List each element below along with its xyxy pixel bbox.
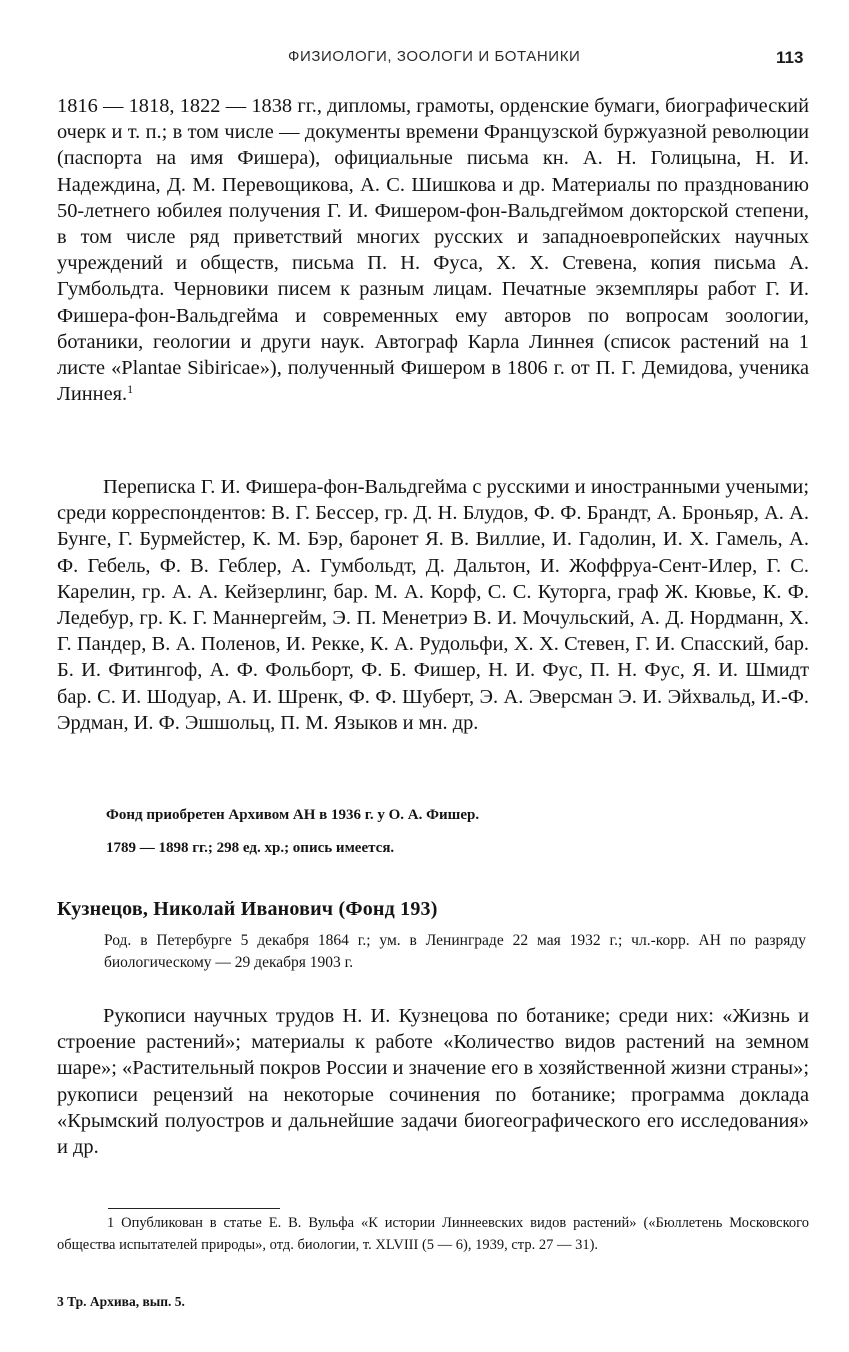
fisher-acquisition-note: Фонд приобретен Архивом АН в 1936 г. у О. А. Фишер. [106,807,480,823]
kuznetsov-entry-title: Кузнецов, Николай Иванович (Фонд 193) [57,898,438,920]
fisher-extent-note: 1789 — 1898 гг.; 298 ед. хр.; опись имеется. [106,840,395,856]
kuznetsov-paragraph: Рукописи научных трудов Н. И. Кузнецова по ботанике; среди них: «Жизнь и строение растений»; материалы к работе «Количество видов растений на земном шаре»; «Растительный покров России и значение его в хозяйственной жизни страны»; рукописи рецензий на некоторые сочинения по ботанике; программа доклада «Крымский полуостров и дальнейшие задачи биогеографического его исследования» и др. [57,1005,809,1159]
footnote-marker: 1 [107,1215,115,1231]
footnote-divider [108,1208,280,1209]
running-head: ФИЗИОЛОГИ, ЗООЛОГИ И БОТАНИКИ [288,48,581,65]
fisher-paragraph-1-text: 1816 — 1818, 1822 — 1838 гг., дипломы, грамоты, орденские бумаги, биографический очерк и т. п.; в том числе — документы времени Французской буржуазной революции (паспорта на имя Фишера), официальные письма кн. А. Н. Голицына, Н. И. Надеждина, Д. М. Перевощикова, А. С. Шишкова и др. Материалы по празднованию 50-летнего юбилея получения Г. И. Фишером-фон-Вальдгеймом докторской степени, в том числе ряд приветствий многих русских и западноевропейских научных учреждений и обществ, письма П. Н. Фуса, Х. Х. Стевена, копия письма А. Гумбольдта. Черновики писем к разным лицам. Печатные экземпляры работ Г. И. Фишера-фон-Вальдгейма и современных ему авторов по вопросам зоологии, ботаники, геологии и други наук. Автограф Карла Линнея (список растений на 1 листе «Plantae Sibiricae»), полученный Фишером в 1806 г. от П. Г. Демидова, ученика Линнея. [57,95,809,406]
signature-mark: 3 Тр. Архива, вып. 5. [57,1294,185,1309]
page-number: 113 [776,48,804,67]
footnote-text: Опубликован в статье Е. В. Вульфа «К истории Линнеевских видов растений» («Бюллетень Московского общества испытателей природы», отд. биологии, т. XLVIII (5 — 6), 1939, стр. 27 — 31). [57,1215,809,1253]
kuznetsov-bio: Род. в Петербурге 5 декабря 1864 г.; ум. в Ленинграде 22 мая 1932 г.; чл.-корр. АН по разряду биологическому — 29 декабря 1903 г. [104,932,806,971]
footnote-reference: 1 [127,382,134,397]
fisher-correspondence-paragraph: Переписка Г. И. Фишера-фон-Вальдгейма с русскими и иностранными учеными; среди корреспондентов: В. Г. Бессер, гр. Д. Н. Блудов, Ф. Ф. Брандт, А. Броньяр, А. А. Бунге, Г. Бурмейстер, К. М. Бэр, баронет Я. В. Виллие, И. Гадолин, И. Х. Гамель, А. Ф. Гебель, Ф. В. Геблер, А. Гумбольдт, Д. Дальтон, И. Жоффруа-Сент-Илер, Г. С. Карелин, гр. А. А. Кейзерлинг, бар. М. А. Корф, С. С. Куторга, граф Ж. Кювье, К. Ф. Ледебур, гр. К. Г. Маннергейм, Э. П. Менетриэ В. И. Мочульский, А. Д. Нордманн, Х. Г. Пандер, В. А. Поленов, И. Рекке, К. А. Рудольфи, Х. Х. Стевен, Г. И. Спасский, бар. Б. И. Фитингоф, А. Ф. Фольборт, Ф. Б. Фишер, Н. И. Фус, П. Н. Фус, Я. И. Шмидт бар. С. И. Шодуар, А. И. Шренк, Ф. Ф. Шуберт, Э. А. Эверсман Э. И. Эйхвальд, И.-Ф. Эрдман, И. Ф. Эшшольц, П. М. Языков и мн. др. [57,476,809,734]
fisher-paragraph-1 [57,93,809,407]
footnote [57,1212,809,1256]
